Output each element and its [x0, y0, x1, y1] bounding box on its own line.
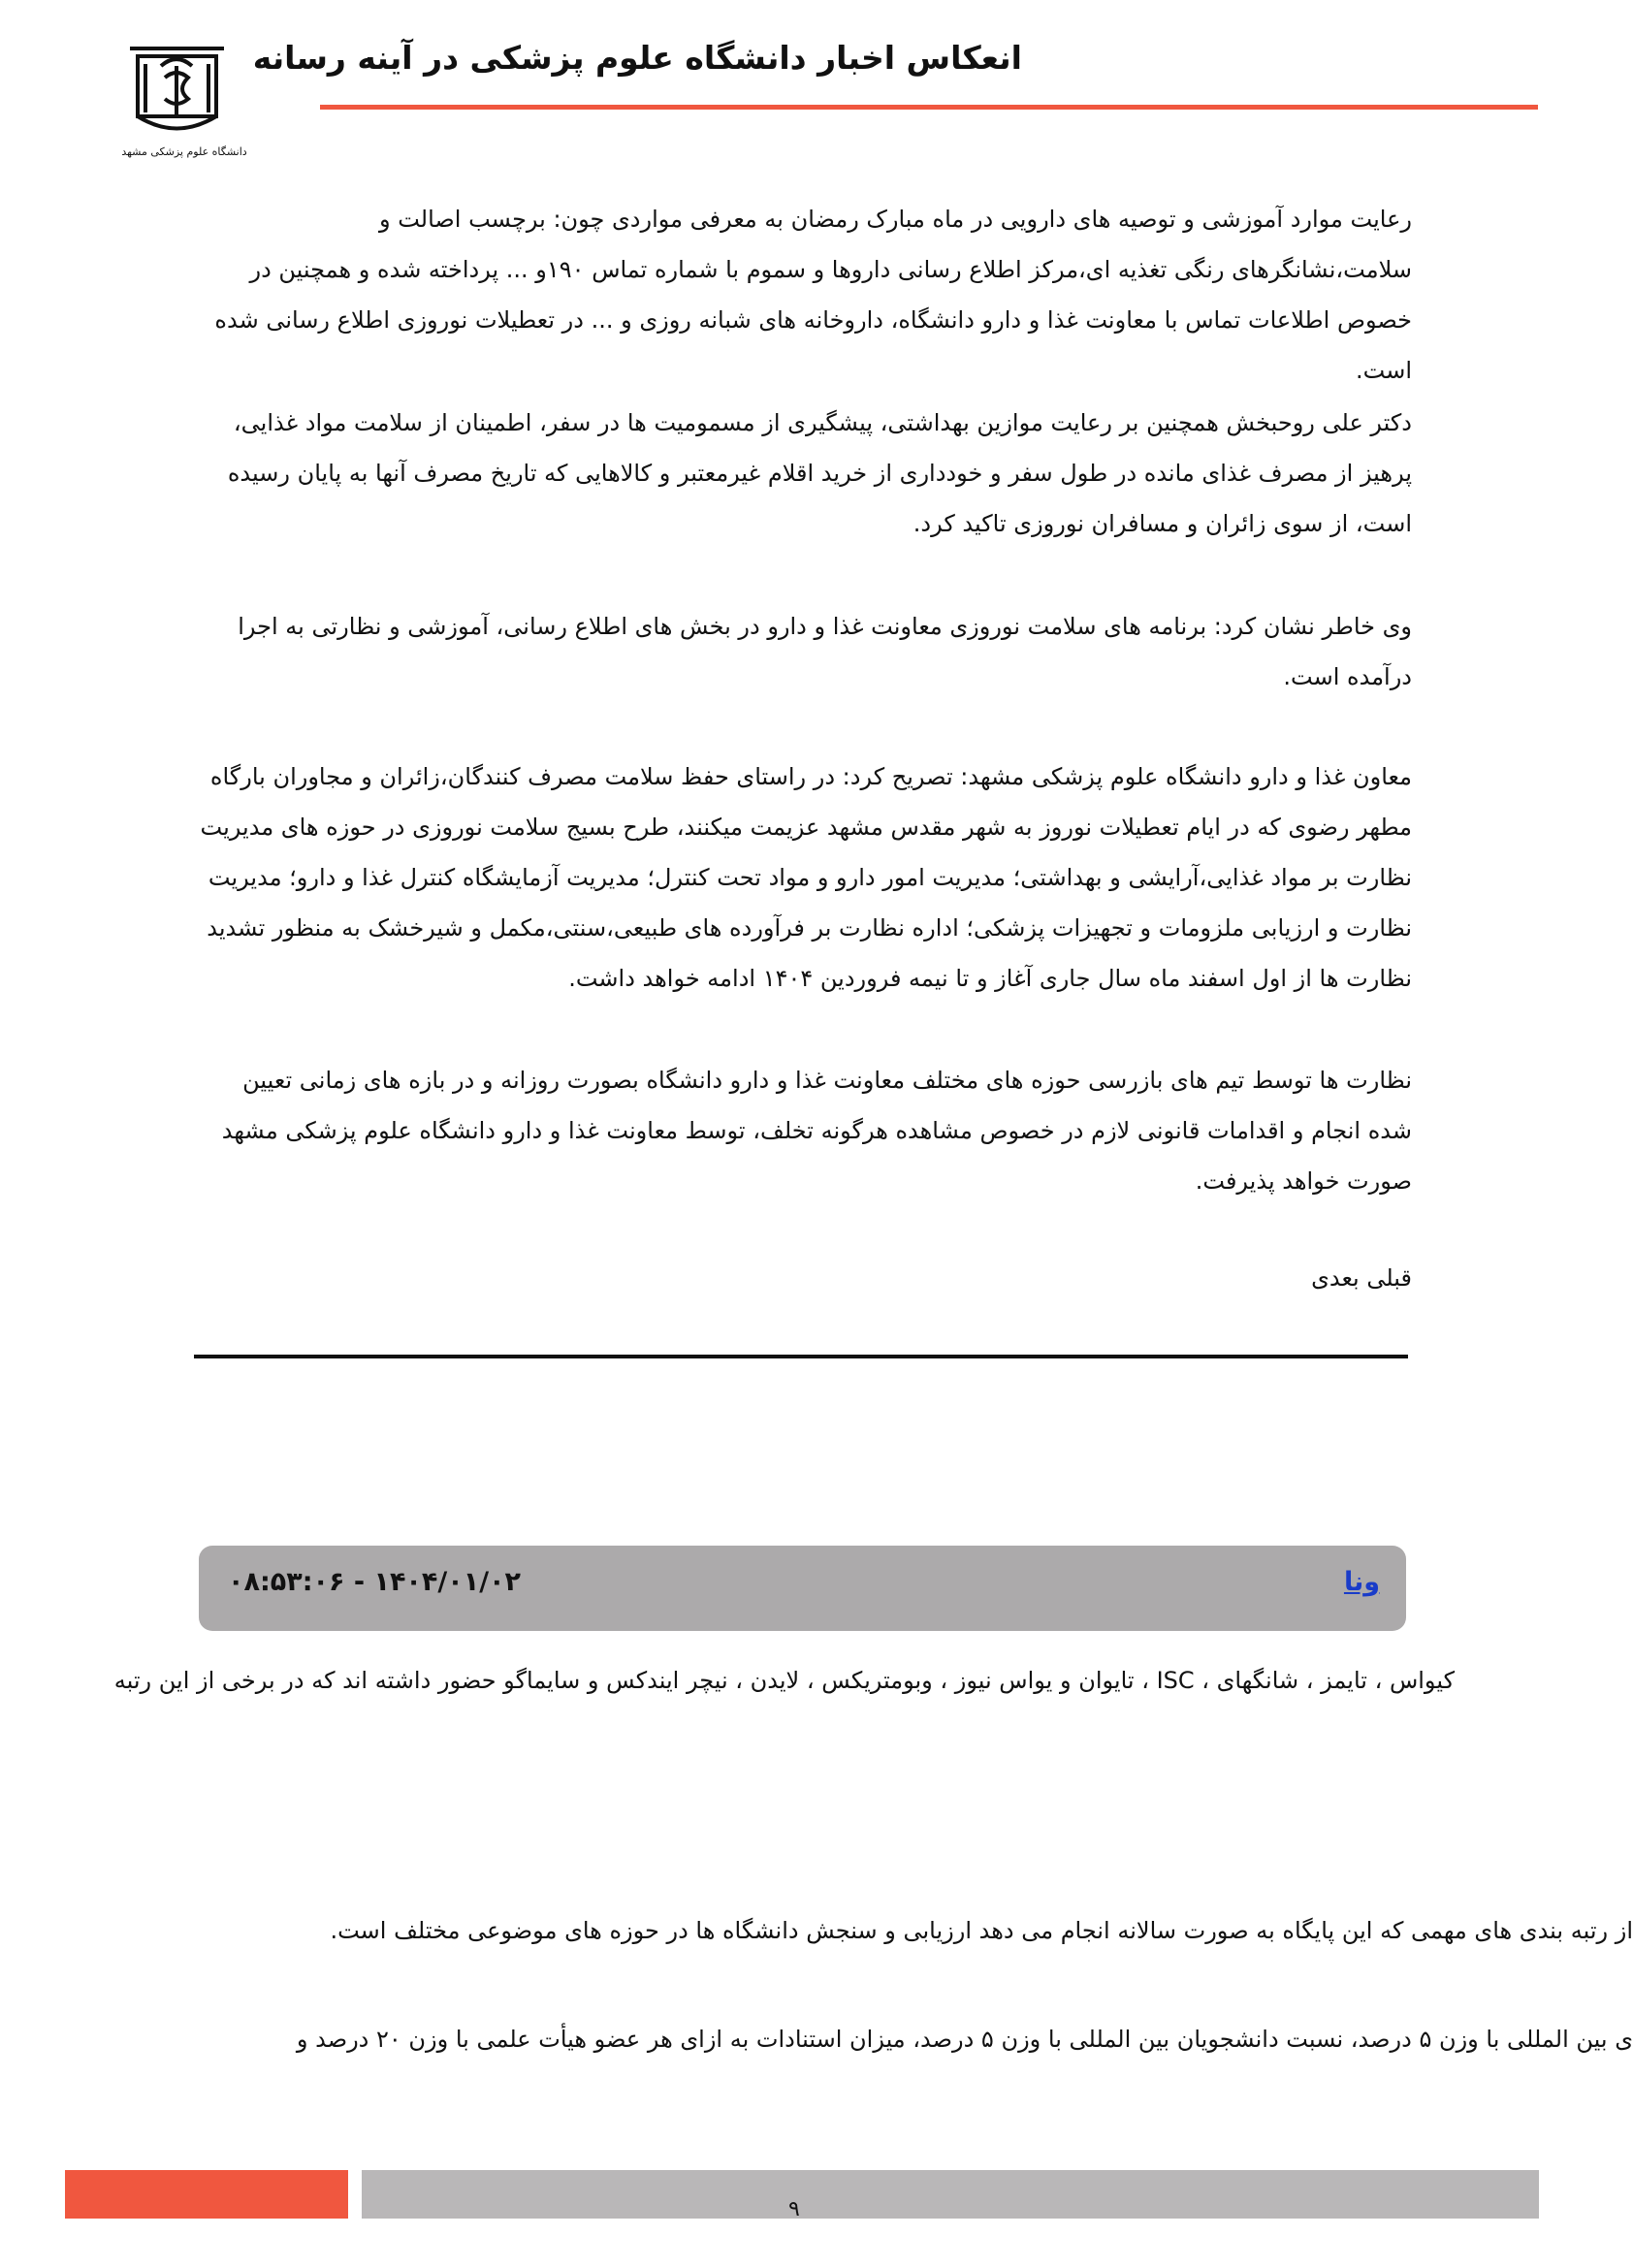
- news-datetime: ۰۸:۵۳:۰۶ - ۱۴۰۴/۰۱/۰۲: [228, 1567, 522, 1597]
- news-text: کیواس ، تایمز ، شانگهای ، ISC ، تایوان و یواس نیوز ، وبومتریکس ، لایدن ، نیچر ایندکس و سایماگو حضور داشته اند که در برخی از این رتبه: [113, 1667, 1455, 1694]
- header-divider: [320, 105, 1538, 110]
- article-paragraph: دکتر علی روحبخش همچنین بر رعایت موازین بهداشتی، پیشگیری از مسمومیت ها در سفر، اطمینان از سلامت مواد غذایی، پرهیز از مصرف غذای مانده در طول سفر و خودداری از خرید اقلام غیرمعتبر و کالاهایی که تاریخ مصرف آنها به پایان رسیده است، از سوی زائران و مسافران نوروزی تاکید کرد.: [227, 409, 1412, 537]
- news-source-bar: [199, 1546, 1406, 1631]
- university-logo: [116, 39, 247, 160]
- article-paragraph: نظارت ها توسط تیم های بازرسی حوزه های مختلف معاونت غذا و دارو دانشگاه بصورت روزانه و در بازه های زمانی تعیین شده انجام و اقدامات قانونی لازم در خصوص مشاهده هرگونه تخلف، توسط معاونت غذا و دارو دانشگاه علوم پزشکی مشهد صورت خواهد پذیرفت.: [221, 1067, 1412, 1195]
- news-text-line: [194, 1908, 1633, 1953]
- news-text-line: [113, 1658, 1455, 1703]
- section-divider: [194, 1355, 1408, 1358]
- news-text: از رتبه بندی های مهمی که این پایگاه به صورت سالانه انجام می دهد ارزیابی و سنجش دانشگاه ها در حوزه های موضوعی مختلف است.: [330, 1917, 1633, 1944]
- footer-accent-bar: [65, 2170, 348, 2219]
- article-paragraph: رعایت موارد آموزشی و توصیه های دارویی در ماه مبارک رمضان به معرفی مواردی چون: برچسب اصالت و سلامت،نشانگرهای رنگی تغذیه ای،مرکز اطلاع رسانی داروها و سموم با شماره تماس ۱۹۰و ... پرداخته شده و همچنین در خصوص اطلاعات تماس با معاونت غذا و دارو دانشگاه، داروخانه های شبانه روزی و ... در تعطیلات نوروزی اطلاع رسانی شده است.: [214, 206, 1412, 384]
- page-title: انعکاس اخبار دانشگاه علوم پزشکی در آینه رسانه: [252, 39, 1022, 77]
- article-paragraph: معاون غذا و دارو دانشگاه علوم پزشکی مشهد: تصریح کرد: در راستای حفظ سلامت مصرف کنندگان،زائران و مجاوران بارگاه مطهر رضوی که در ایام تعطیلات نوروز به شهر مقدس مشهد عزیمت میکنند، طرح بسیج سلامت نوروزی در حوزه های مدیریت نظارت بر مواد غذایی،آرایشی و بهداشتی؛ مدیریت امور دارو و مواد تحت کنترل؛ مدیریت آزمایشگاه کنترل غذا و دارو؛ مدیریت نظارت و ارزیابی ملزومات و تجهیزات پزشکی؛ اداره نظارت بر فرآورده های طبیعی،سنتی،مکمل و شیرخشک به منظور تشدید نظارت ها از اول اسفند ماه سال جاری آغاز و تا نیمه فروردین ۱۴۰۴ ادامه خواهد داشت.: [200, 763, 1412, 992]
- news-text-line: [194, 2017, 1633, 2061]
- page-number: ۹: [788, 2197, 800, 2221]
- footer-gray-bar: [362, 2170, 1539, 2219]
- news-text: ی بین المللی با وزن ۵ درصد، نسبت دانشجویان بین المللی با وزن ۵ درصد، میزان استنادات به ازای هر عضو هیأت علمی با وزن ۲۰ درصد و: [296, 2026, 1633, 2053]
- article-paragraph: وی خاطر نشان کرد: برنامه های سلامت نوروزی معاونت غذا و دارو در بخش های اطلاع رسانی، آموزشی و نظارتی به اجرا درآمده است.: [238, 613, 1412, 690]
- news-source-link[interactable]: ونا: [1343, 1567, 1380, 1597]
- prev-next-links[interactable]: قبلی بعدی: [1311, 1264, 1412, 1292]
- logo-caption: دانشگاه علوم پزشکی مشهد: [121, 145, 247, 158]
